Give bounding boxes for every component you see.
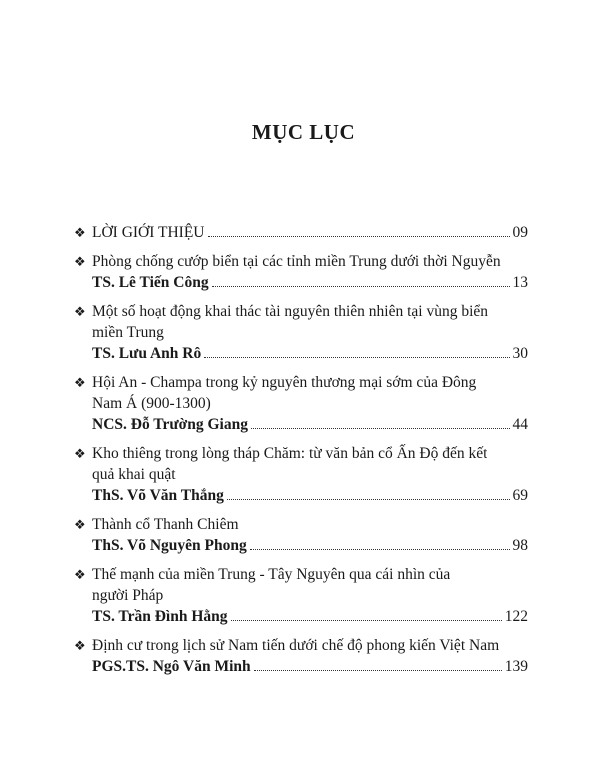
toc-entry-author: NCS. Đỗ Trường Giang [92,416,248,433]
toc-entry-author: ThS. Võ Nguyên Phong [92,537,247,554]
toc-entry-author: TS. Lưu Anh Rô [92,345,202,362]
toc-entry-title: Một số hoạt động khai thác tài nguyên thiên nhiên tại vùng biển [92,303,489,320]
toc-entry[interactable] [74,222,528,243]
dot-leader [254,670,502,671]
toc-entry[interactable] [74,372,528,435]
dot-leader [208,236,510,237]
toc-entry[interactable] [74,635,528,677]
dot-leader [251,428,510,429]
toc-entry-title: Thành cổ Thanh Chiêm [92,516,239,533]
page-number: 98 [512,537,528,554]
toc-entry-author: ThS. Võ Văn Thắng [92,487,224,504]
toc-entry-title: Phòng chống cướp biển tại các tỉnh miền Trung dưới thời Nguyễn [92,253,501,270]
dot-leader [204,357,509,358]
diamond-bullet-icon: ❖ [74,567,86,582]
toc-entry-author: TS. Trần Đình Hằng [92,608,228,625]
toc-entry-title-continued: người Pháp [92,587,164,604]
toc-entry-title: Kho thiêng trong lòng tháp Chăm: từ văn bản cổ Ấn Độ đến kết [92,445,488,462]
toc-entry-author: PGS.TS. Ngô Văn Minh [92,658,251,675]
toc-entry-title-continued: Nam Á (900-1300) [92,395,211,412]
diamond-bullet-icon: ❖ [74,375,86,390]
toc-entry[interactable] [74,564,528,627]
toc-entry-title-continued: quả khai quật [92,466,176,483]
toc-entry-title: Định cư trong lịch sử Nam tiến dưới chế độ phong kiến Việt Nam [92,637,500,654]
diamond-bullet-icon: ❖ [74,638,86,653]
page-number: 30 [512,345,528,362]
toc-entry-title-continued: miền Trung [92,324,164,341]
diamond-bullet-icon: ❖ [74,254,86,269]
dot-leader [250,549,510,550]
toc-entry-author: TS. Lê Tiến Công [92,274,209,291]
toc-entry[interactable] [74,251,528,293]
diamond-bullet-icon: ❖ [74,517,86,532]
page-number: 139 [504,658,528,675]
diamond-bullet-icon: ❖ [74,225,86,240]
page-number: 13 [512,274,528,291]
table-of-contents [74,222,528,685]
page-title: MỤC LỤC [251,120,356,144]
page-number: 122 [504,608,528,625]
toc-entry[interactable] [74,301,528,364]
diamond-bullet-icon: ❖ [74,446,86,461]
toc-entry-title: Hội An - Champa trong kỷ nguyên thương mại sớm của Đông [92,374,477,391]
dot-leader [212,286,510,287]
toc-entry[interactable] [74,443,528,506]
page-number: 69 [512,487,528,504]
diamond-bullet-icon: ❖ [74,304,86,319]
page-number: 44 [512,416,528,433]
page-number: 09 [512,224,528,241]
dot-leader [231,620,502,621]
dot-leader [227,499,510,500]
toc-entry-title: LỜI GIỚI THIỆU [92,224,205,241]
toc-entry-title: Thế mạnh của miền Trung - Tây Nguyên qua cái nhìn của [92,566,451,583]
toc-entry[interactable] [74,514,528,556]
